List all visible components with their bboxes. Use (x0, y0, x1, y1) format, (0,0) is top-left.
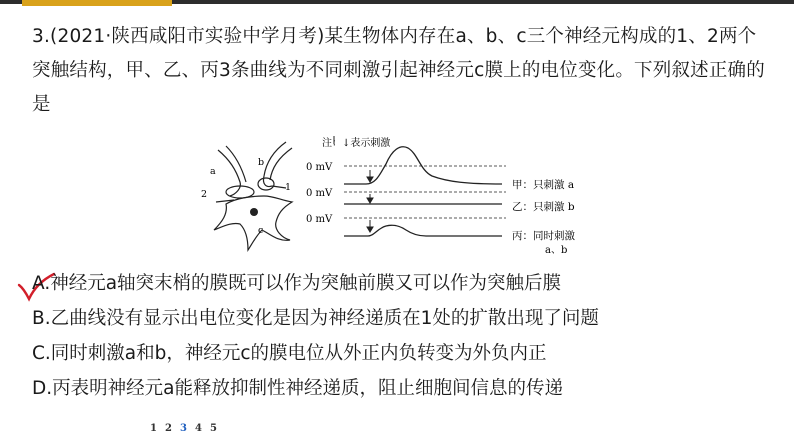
question-stem: 3.(2021·陕西咸阳市实验中学月考)某生物体内存在a、b、c三个神经元构成的1、2两个突触结构，甲、乙、丙3条曲线为不同刺激引起神经元c膜上的电位变化。下列叙述正确的是 (32, 26, 765, 115)
zero-label-yi: 0 mV (306, 188, 333, 199)
zero-label-bing: 0 mV (306, 214, 333, 225)
curve-label-jia: 甲：只刺激 a (512, 179, 575, 191)
page-link-1[interactable]: 1 (150, 423, 157, 434)
label-2: 2 (201, 189, 208, 200)
zero-label-jia: 0 mV (306, 162, 333, 173)
neuron-diagram (214, 142, 292, 250)
option-d[interactable]: D.丙表明神经元a能释放抑制性神经递质，阻止细胞间信息的传递 (32, 378, 563, 399)
options-list (32, 266, 772, 406)
figure-note: 注：↓表示刺激 (322, 138, 391, 149)
curve-label-yi: 乙：只刺激 b (512, 201, 575, 213)
option-a[interactable]: A.神经元a轴突末梢的膜既可以作为突触前膜又可以作为突触后膜 (32, 273, 562, 294)
option-b[interactable]: B.乙曲线没有显示出电位变化是因为神经递质在1处的扩散出现了问题 (32, 308, 599, 329)
nucleus (250, 208, 258, 216)
page-link-5[interactable]: 5 (210, 423, 217, 434)
page-link-2[interactable]: 2 (165, 423, 172, 434)
top-accent-tab (22, 0, 172, 6)
curve-label-bing-2: a、b (545, 245, 568, 256)
page-navigator (150, 423, 225, 437)
page-link-3[interactable]: 3 (180, 423, 187, 434)
neuron-figure (196, 130, 608, 264)
label-a: a (210, 166, 216, 177)
curve-label-bing: 丙：同时刺激 (512, 230, 575, 242)
page-link-4[interactable]: 4 (195, 423, 202, 434)
option-c[interactable]: C.同时刺激a和b，神经元c的膜电位从外正内负转变为外负内正 (32, 343, 547, 364)
label-1: 1 (285, 182, 292, 193)
label-c: c (258, 225, 264, 236)
label-b: b (258, 157, 265, 168)
